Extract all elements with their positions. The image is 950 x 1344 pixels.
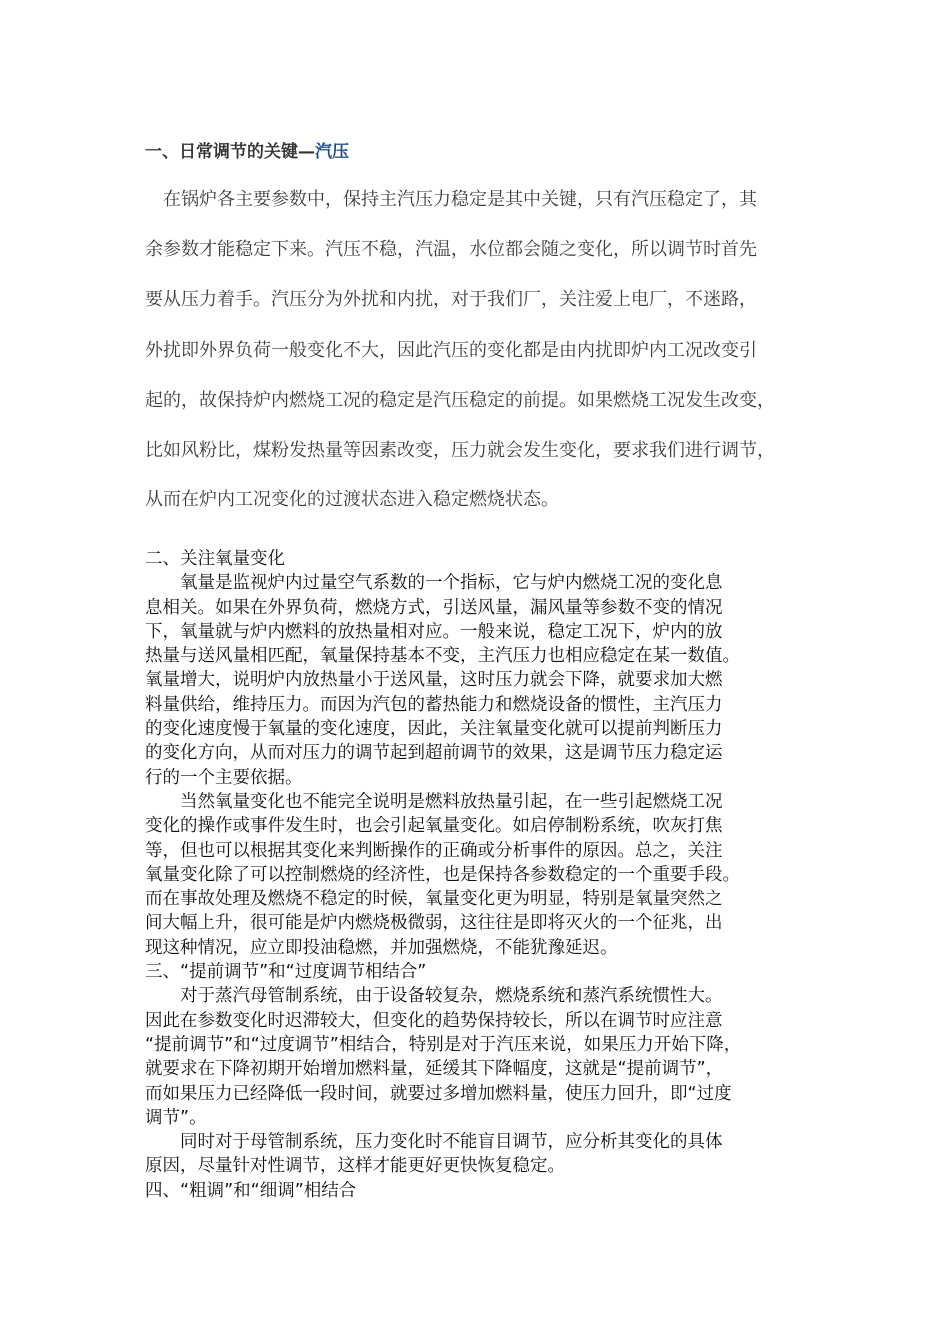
section-1-heading xyxy=(145,140,349,164)
section-1-line: 外扰即外界负荷一般变化不大，因此汽压的变化都是由内扰即炉内工况改变引 xyxy=(145,340,757,361)
section-1-line: 在锅炉各主要参数中，保持主汽压力稳定是其中关键，只有汽压稳定了，其 xyxy=(145,189,757,210)
body-line: 就要求在下降初期开始增加燃料量，延缓其下降幅度，这就是“提前调节”， xyxy=(145,1059,724,1080)
body-line: 原因，尽量针对性调节，这样才能更好更快恢复稳定。 xyxy=(145,1156,565,1177)
body-line: 息相关。如果在外界负荷，燃烧方式，引送风量，漏风量等参数不变的情况 xyxy=(145,597,723,618)
section-2-heading: 二、关注氧量变化 xyxy=(145,549,285,569)
body-line: 而在事故处理及燃烧不稳定的时候，氧量变化更为明显，特别是氧量突然之 xyxy=(145,889,723,910)
section-1-line: 余参数才能稳定下来。汽压不稳，汽温，水位都会随之变化，所以调节时首先 xyxy=(145,239,757,260)
section-1-line: 起的，故保持炉内燃烧工况的稳定是汽压稳定的前提。如果燃烧工况发生改变， xyxy=(145,390,775,411)
body-line: “提前调节”和“过度调节”相结合，特别是对于汽压来说，如果压力开始下降， xyxy=(145,1034,742,1055)
section-1-line: 比如风粉比，煤粉发热量等因素改变，压力就会发生变化，要求我们进行调节， xyxy=(145,440,775,461)
body-line: 行的一个主要依据。 xyxy=(145,767,303,788)
body-line: 而如果压力已经降低一段时间，就要过多增加燃料量，使压力回升，即“过度 xyxy=(145,1083,732,1104)
section-1-line: 要从压力着手。汽压分为外扰和内扰，对于我们厂，关注爱上电厂，不迷路， xyxy=(145,289,757,310)
body-line: 间大幅上升，很可能是炉内燃烧极微弱，这往往是即将灭火的一个征兆，出 xyxy=(145,913,723,934)
body-line: 下，氧量就与炉内燃料的放热量相对应。一般来说，稳定工况下，炉内的放 xyxy=(145,621,723,642)
body-line: 氧量变化除了可以控制燃烧的经济性，也是保持各参数稳定的一个重要手段。 xyxy=(145,864,740,885)
section-1-heading-accent: 汽压 xyxy=(315,142,349,162)
section-1-heading-prefix: 一、日常调节的关键— xyxy=(145,142,315,162)
body-line: 的变化速度慢于氧量的变化速度，因此，关注氧量变化就可以提前判断压力 xyxy=(145,719,723,740)
body-line: 氧量增大，说明炉内放热量小于送风量，这时压力就会下降，就要求加大燃 xyxy=(145,670,723,691)
section-4-heading: 四、“粗调”和“细调”相结合 xyxy=(145,1180,357,1201)
body-text xyxy=(145,547,825,1203)
body-line: 同时对于母管制系统，压力变化时不能盲目调节，应分析其变化的具体 xyxy=(145,1132,723,1153)
section-1-line: 从而在炉内工况变化的过渡状态进入稳定燃烧状态。 xyxy=(145,489,559,510)
body-line: 对于蒸汽母管制系统，由于设备较复杂，燃烧系统和蒸汽系统惯性大。 xyxy=(145,986,723,1007)
body-line: 热量与送风量相匹配，氧量保持基本不变，主汽压力也相应稳定在某一数值。 xyxy=(145,646,740,667)
body-line: 因此在参数变化时迟滞较大，但变化的趋势保持较长，所以在调节时应注意 xyxy=(145,1010,723,1031)
body-line: 当然氧量变化也不能完全说明是燃料放热量引起，在一些引起燃烧工况 xyxy=(145,791,723,812)
body-line: 等，但也可以根据其变化来判断操作的正确或分析事件的原因。总之，关注 xyxy=(145,840,723,861)
section-3-heading: 三、“提前调节”和“过度调节相结合” xyxy=(145,962,427,983)
body-line: 氧量是监视炉内过量空气系数的一个指标，它与炉内燃烧工况的变化息 xyxy=(145,573,723,594)
body-line: 料量供给，维持压力。而因为汽包的蓄热能力和燃烧设备的惯性，主汽压力 xyxy=(145,694,723,715)
body-line: 调节”。 xyxy=(145,1107,207,1128)
body-line: 变化的操作或事件发生时，也会引起氧量变化。如启停制粉系统，吹灰打焦 xyxy=(145,816,723,837)
body-line: 的变化方向，从而对压力的调节起到超前调节的效果，这是调节压力稳定运 xyxy=(145,743,723,764)
body-line: 现这种情况，应立即投油稳燃，并加强燃烧，不能犹豫延迟。 xyxy=(145,937,618,958)
